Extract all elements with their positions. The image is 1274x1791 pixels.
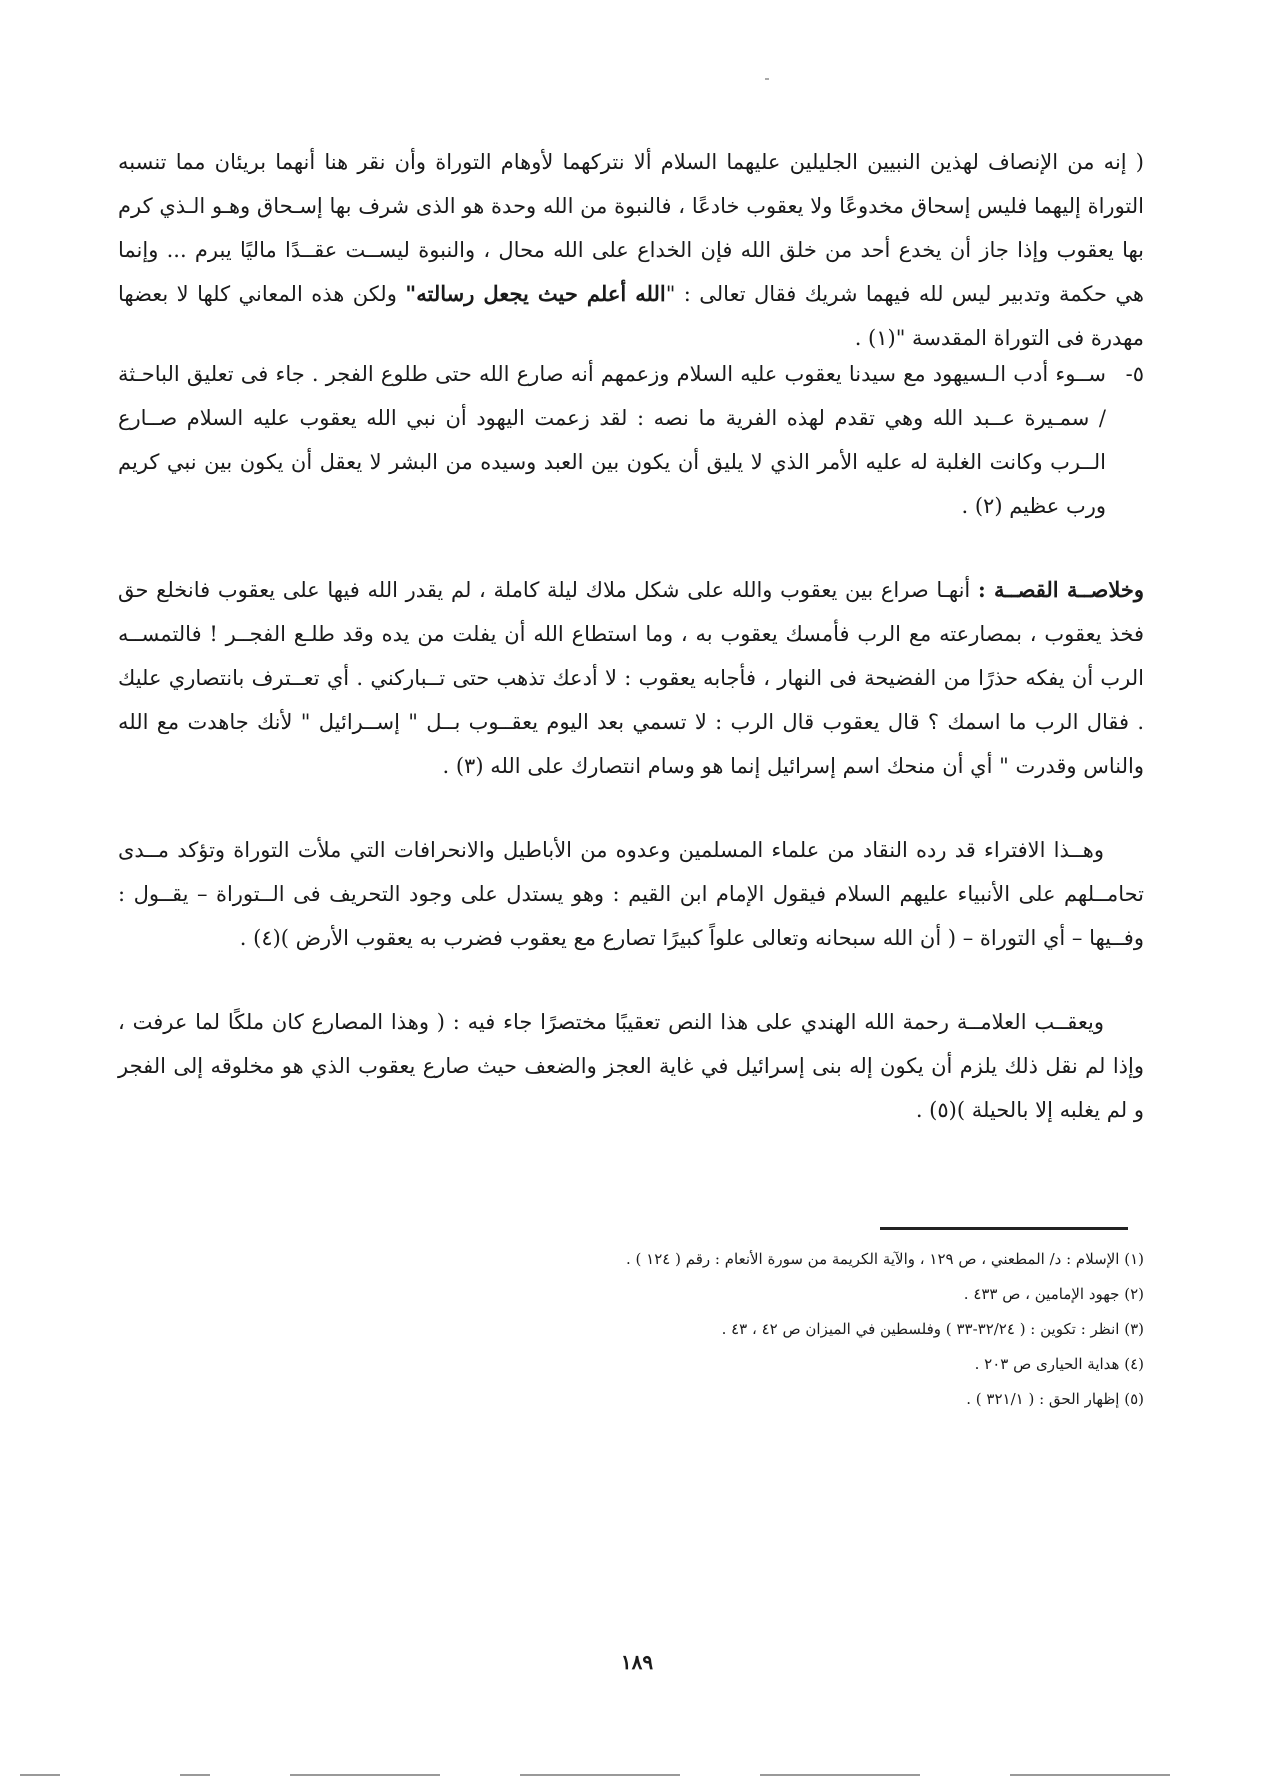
paragraph-4-text: ويعقــب العلامــة رحمة الله الهندي على هذا النص تعقيبًا مختصرًا جاء فيه : ( وهذا المصارع كان ملكًا لما عرفت ، وإذا لم نقل ذلك يلزم أن يكون إله بنى إسرائيل في غاية العجز والضعف حيث صارع يعقوب الذي هو مخلوقه إلى الفجر و لم يغلبه إلا بالحيلة )(٥) . — [118, 1010, 1144, 1122]
paragraph-1 — [118, 140, 1144, 360]
scan-edge-mark — [180, 1774, 210, 1776]
summary-text: أنهـا صراع بين يعقوب والله على شكل ملاك ليلة كاملة ، لم يقدر الله فيها على يعقوب فانخلع حق فخذ يعقوب ، بمصارعته مع الرب فأمسك يعقوب به ، وما استطاع الله أن يفلت من يده وقد طلـع الفجــر ! فالتمســه الرب أن يفكه حذرًا من الفضيحة فى النهار ، فأجابه يعقوب : لا أدعك تذهب حتى تــباركني . أي تعــترف بانتصاري عليك . فقال الرب ما اسمك ؟ قال يعقوب قال الرب : لا تسمي بعد اليوم يعقــوب بــل " إســرائيل " لأنك جاهدت مع الله والناس وقدرت " أي أن منحك اسم إسرائيل إنما هو وسام انتصارك على الله (٣) . — [118, 578, 1144, 778]
footnotes — [384, 1242, 1144, 1417]
footnote-1: (١) الإسلام : د/ المطعني ، ص ١٢٩ ، والآية الكريمة من سورة الأنعام : رقم ( ١٢٤ ) . — [626, 1250, 1144, 1268]
paragraph-4 — [118, 1000, 1144, 1132]
footnote-5: (٥) إظهار الحق : ( ٣٢١/١ ) . — [966, 1390, 1144, 1408]
list-item-body: ســوء أدب الـسيهود مع سيدنا يعقوب عليه السلام وزعمهم أنه صارع الله حتى طلوع الفجر . جاء فى تعليق الباحـثة / سمـيرة عــبد الله وهي تقدم لهذه الفرية ما نصه : لقد زعمت اليهود أن نبي الله يعقوب عليه السلام صــارع الــرب وكانت الغلبة له عليه الأمر الذي لا يليق أن يكون بين العبد وسيده من البشر لا يعقل أن يكون بين نبي كريم ورب عظيم (٢) . — [118, 362, 1106, 518]
paragraph-1-text: ( إنه من الإنصاف لهذين النبيين الجليلين عليهما السلام ألا نتركهما لأوهام التوراة وأن نقر هنا أنهما بريئان مما تنسبه التوراة إليهما فليس إسحاق مخدوعًا ولا يعقوب خادعًا ، فالنبوة من الله وحدة هو الذى شرف بها إسـحاق وهـو الـذي كرم بها يعقوب وإذا جاز أن يخدع أحد من خلق الله فإن الخداع على الله محال ، والنبوة ليســت عقــدًا ماليًا يبرم ... وإنما هي حكمة وتدبير ليس لله فيهما شريك فقال تعالى : " — [118, 150, 1145, 306]
scan-edge-mark — [520, 1774, 680, 1776]
scan-mark — [765, 78, 769, 80]
scan-edge-mark — [290, 1774, 440, 1776]
paragraph-3-text: وهــذا الافتراء قد رده النقاد من علماء المسلمين وعدوه من الأباطيل والانحرافات التي ملأت التوراة وتؤكد مــدى تحامــلهم على الأنبياء عليهم السلام فيقول الإمام ابن القيم : وهو يستدل على وجود التحريف فى الــتوراة – يقــول : وفــيها – أي التوراة – ( أن الله سبحانه وتعالى علواً كبيرًا تصارع مع يعقوب فضرب به يعقوب الأرض )(٤) . — [118, 838, 1144, 950]
list-item-marker: ٥- — [1125, 362, 1144, 386]
paragraph-1-end: ولكن هذه المعاني كلها لا بعضها مهدرة فى التوراة المقدسة "(١) . — [118, 282, 1144, 350]
footnote-4: (٤) هداية الحيارى ص ٢٠٣ . — [974, 1355, 1144, 1373]
scan-edge-mark — [1010, 1774, 1170, 1776]
scan-edge-mark — [20, 1774, 60, 1776]
summary-heading: وخلاصــة القصــة : — [977, 577, 1145, 602]
footnote-2: (٢) جهود الإمامين ، ص ٤٣٣ . — [963, 1285, 1144, 1303]
paragraph-3 — [118, 828, 1144, 960]
quran-quote: الله أعلم حيث يجعل رسالته" — [405, 281, 666, 306]
scan-edge-mark — [760, 1774, 920, 1776]
footnote-divider — [880, 1227, 1128, 1230]
footnote-3: (٣) انظر : تكوين : ( ٣٢/٢٤-٣٣ ) وفلسطين في الميزان ص ٤٢ ، ٤٣ . — [721, 1320, 1144, 1338]
paragraph-summary — [118, 568, 1144, 788]
page-number: ١٨٩ — [620, 1650, 654, 1674]
list-item-5 — [118, 352, 1144, 528]
